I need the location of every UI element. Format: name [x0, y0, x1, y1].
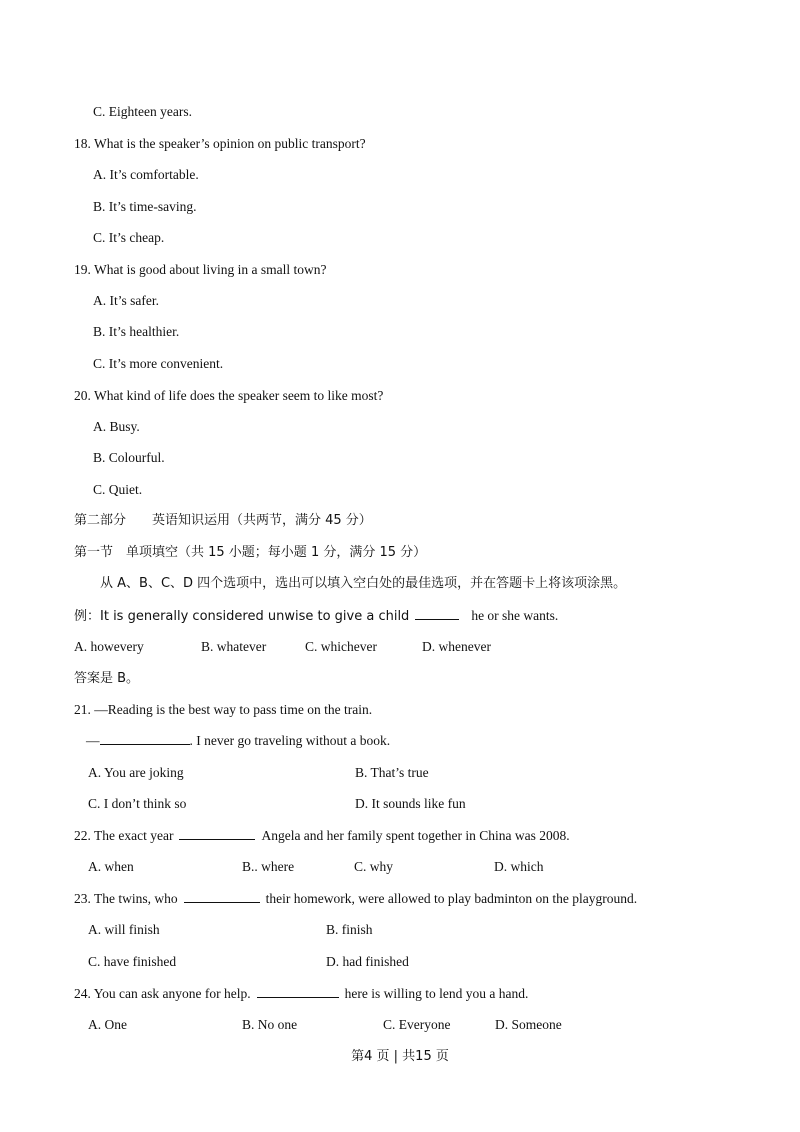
example-stem: [74, 607, 558, 626]
q18-question: 18. What is the speaker’s opinion on public transport?: [74, 136, 366, 151]
q24-option-d: D. Someone: [495, 1017, 562, 1032]
page-footer: 第4 页 | 共15 页: [351, 1049, 449, 1064]
q21-blank: [100, 732, 190, 745]
example-blank: [415, 607, 459, 620]
q21-option-b: B. That’s true: [355, 765, 429, 780]
section1-instruction: 从 A、B、C、D 四个选项中，选出可以填入空白处的最佳选项，并在答题卡上将该项涂黑。: [100, 576, 627, 591]
q21-line1: 21. —Reading is the best way to pass time on the train.: [74, 702, 373, 717]
q22-option-d: D. which: [494, 859, 544, 874]
q21-line2: [86, 732, 390, 750]
q24-stem-after: here is willing to lend you a hand.: [344, 986, 529, 1001]
q17-option-c: C. Eighteen years.: [93, 104, 192, 119]
example-stem-after: he or she wants.: [471, 608, 559, 623]
q21-option-a: A. You are joking: [88, 765, 184, 780]
q20-question: 20. What kind of life does the speaker seem to like most?: [74, 388, 384, 403]
q21-option-c: C. I don’t think so: [88, 796, 187, 811]
q21-line2-suffix: . I never go traveling without a book.: [189, 733, 391, 748]
q19-option-b: B. It’s healthier.: [93, 324, 180, 339]
q19-question: 19. What is good about living in a small town?: [74, 262, 327, 277]
q21-dash: —: [86, 733, 100, 748]
q24-stem: [74, 985, 528, 1003]
q20-option-c: C. Quiet.: [93, 482, 143, 497]
example-option-b: B. whatever: [201, 639, 267, 654]
q24-option-b: B. No one: [242, 1017, 298, 1032]
q19-option-c: C. It’s more convenient.: [93, 356, 224, 371]
part2-heading: 第二部分 英语知识运用（共两节，满分 45 分）: [74, 513, 372, 528]
q23-blank: [184, 890, 260, 903]
q22-blank: [179, 827, 255, 840]
q24-option-c: C. Everyone: [383, 1017, 451, 1032]
q23-option-b: B. finish: [326, 922, 373, 937]
q20-option-b: B. Colourful.: [93, 450, 165, 465]
q18-option-c: C. It’s cheap.: [93, 230, 165, 245]
section1-heading: 第一节 单项填空（共 15 小题；每小题 1 分，满分 15 分）: [74, 545, 427, 560]
q22-option-b: B.. where: [242, 859, 295, 874]
q21-option-d: D. It sounds like fun: [355, 796, 466, 811]
q23-stem-after: their homework, were allowed to play badminton on the playground.: [265, 891, 638, 906]
q23-option-c: C. have finished: [88, 954, 177, 969]
example-answer: 答案是 B。: [74, 671, 140, 686]
q24-stem-before: 24. You can ask anyone for help.: [74, 986, 251, 1001]
q24-option-a: A. One: [88, 1017, 127, 1032]
q22-stem-before: 22. The exact year: [74, 828, 174, 843]
q23-stem-before: 23. The twins, who: [74, 891, 178, 906]
q22-option-a: A. when: [88, 859, 134, 874]
q18-option-a: A. It’s comfortable.: [93, 167, 199, 182]
example-option-c: C. whichever: [305, 639, 377, 654]
q22-option-c: C. why: [354, 859, 394, 874]
q18-option-b: B. It’s time-saving.: [93, 199, 197, 214]
example-option-d: D. whenever: [422, 639, 491, 654]
example-stem-before: 例：It is generally considered unwise to give a child: [74, 609, 410, 624]
q20-option-a: A. Busy.: [93, 419, 140, 434]
q23-option-d: D. had finished: [326, 954, 409, 969]
q23-option-a: A. will finish: [88, 922, 160, 937]
q23-stem: [74, 890, 637, 908]
q19-option-a: A. It’s safer.: [93, 293, 159, 308]
q22-stem-after: Angela and her family spent together in China was 2008.: [261, 828, 570, 843]
q24-blank: [257, 985, 339, 998]
q22-stem: [74, 827, 570, 845]
example-option-a: A. howevery: [74, 639, 144, 654]
